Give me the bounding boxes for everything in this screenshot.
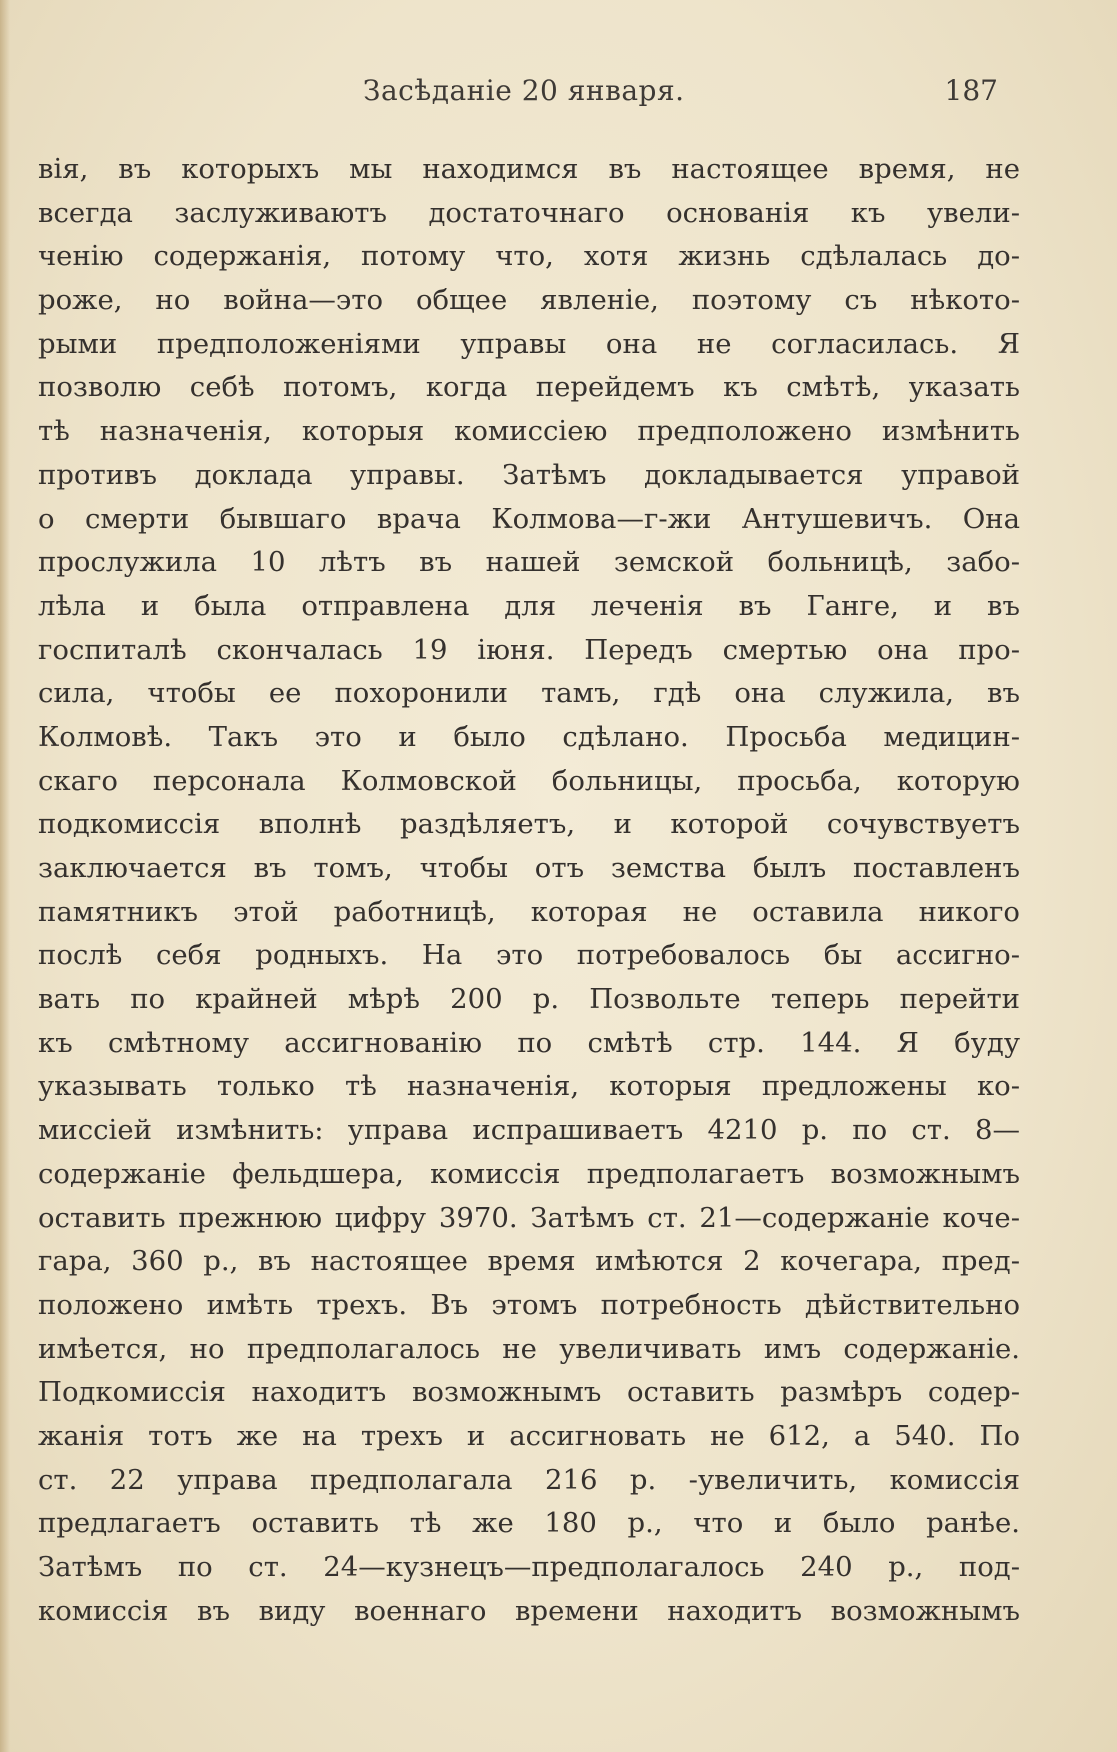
text-line: лѣла и была отправлена для леченія въ Ганге, и въ bbox=[38, 589, 1020, 622]
page-edge-shadow bbox=[0, 0, 10, 1752]
body-text bbox=[38, 148, 1020, 1633]
text-line: вать по крайней мѣрѣ 200 р. Позвольте теперь перейти bbox=[38, 983, 1020, 1016]
text-line: скаго персонала Колмовской больницы, просьба, которую bbox=[38, 764, 1020, 797]
text-line: заключается въ томъ, чтобы отъ земства былъ поставленъ bbox=[38, 852, 1020, 884]
text-line: указывать только тѣ назначенія, которыя предложены ко- bbox=[38, 1070, 1020, 1103]
text-line: къ смѣтному ассигнованію по смѣтѣ стр. 144. Я буду bbox=[38, 1026, 1020, 1059]
text-line: сила, чтобы ее похоронили тамъ, гдѣ она служила, въ bbox=[38, 677, 1020, 710]
text-line: содержаніе фельдшера, комиссія предполагаетъ возможнымъ bbox=[38, 1157, 1020, 1190]
page-header bbox=[38, 70, 1038, 120]
text-line: памятникъ этой работницѣ, которая не оставила никого bbox=[38, 895, 1020, 928]
text-line: тѣ назначенія, которыя комиссіею предположено измѣнить bbox=[38, 415, 1020, 448]
text-line: позволю себѣ потомъ, когда перейдемъ къ смѣтѣ, указать bbox=[38, 371, 1020, 404]
text-line: роже, но война—это общее явленіе, поэтому съ нѣкото- bbox=[38, 284, 1020, 317]
text-line: послѣ себя родныхъ. На это потребовалось бы ассигно- bbox=[38, 939, 1020, 972]
text-line: гара, 360 р., въ настоящее время имѣются 2 кочегара, пред- bbox=[38, 1245, 1020, 1278]
text-line: противъ доклада управы. Затѣмъ докладывается управой bbox=[38, 458, 1020, 491]
text-line: комиссія въ виду военнаго времени находитъ возможнымъ bbox=[38, 1594, 1020, 1627]
text-line: предлагаетъ оставить тѣ же 180 р., что и было ранѣе. bbox=[38, 1507, 1020, 1540]
text-line: прослужила 10 лѣтъ въ нашей земской больницѣ, забо- bbox=[38, 546, 1020, 579]
text-line: положено имѣть трехъ. Въ этомъ потребность дѣйствительно bbox=[38, 1288, 1020, 1321]
text-line: ст. 22 управа предполагала 216 р. -увеличить, комиссія bbox=[38, 1463, 1020, 1496]
text-line: вія, въ которыхъ мы находимся въ настоящее время, не bbox=[38, 153, 1020, 185]
text-line: жанія тотъ же на трехъ и ассигновать не 612, а 540. По bbox=[38, 1419, 1020, 1452]
text-line: оставить прежнюю цифру 3970. Затѣмъ ст. 21—содержаніе коче- bbox=[38, 1201, 1020, 1234]
running-title: Засѣданіе 20 января. bbox=[363, 74, 685, 107]
text-line: госпиталѣ скончалась 19 іюня. Передъ смертью она про- bbox=[38, 633, 1020, 666]
page-number: 187 bbox=[944, 74, 998, 107]
text-line: подкомиссія вполнѣ раздѣляетъ, и которой сочувствуетъ bbox=[38, 808, 1020, 841]
text-line: ченію содержанія, потому что, хотя жизнь сдѣлалась до- bbox=[38, 240, 1020, 273]
text-line: имѣется, но предполагалось не увеличивать имъ содержаніе. bbox=[38, 1332, 1020, 1365]
text-line: Подкомиссія находитъ возможнымъ оставить размѣръ содер- bbox=[38, 1376, 1020, 1409]
text-line: Колмовѣ. Такъ это и было сдѣлано. Просьба медицин- bbox=[38, 720, 1020, 753]
text-line: о смерти бывшаго врача Колмова—г-жи Антушевичъ. Она bbox=[38, 502, 1020, 535]
text-line: рыми предположеніями управы она не согласилась. Я bbox=[38, 327, 1020, 360]
text-line: Затѣмъ по ст. 24—кузнецъ—предполагалось 240 р., под- bbox=[38, 1551, 1020, 1583]
text-line: миссіей измѣнить: управа испрашиваетъ 4210 р. по ст. 8— bbox=[38, 1114, 1020, 1147]
text-line: всегда заслуживаютъ достаточнаго основанія къ увели- bbox=[38, 196, 1020, 229]
